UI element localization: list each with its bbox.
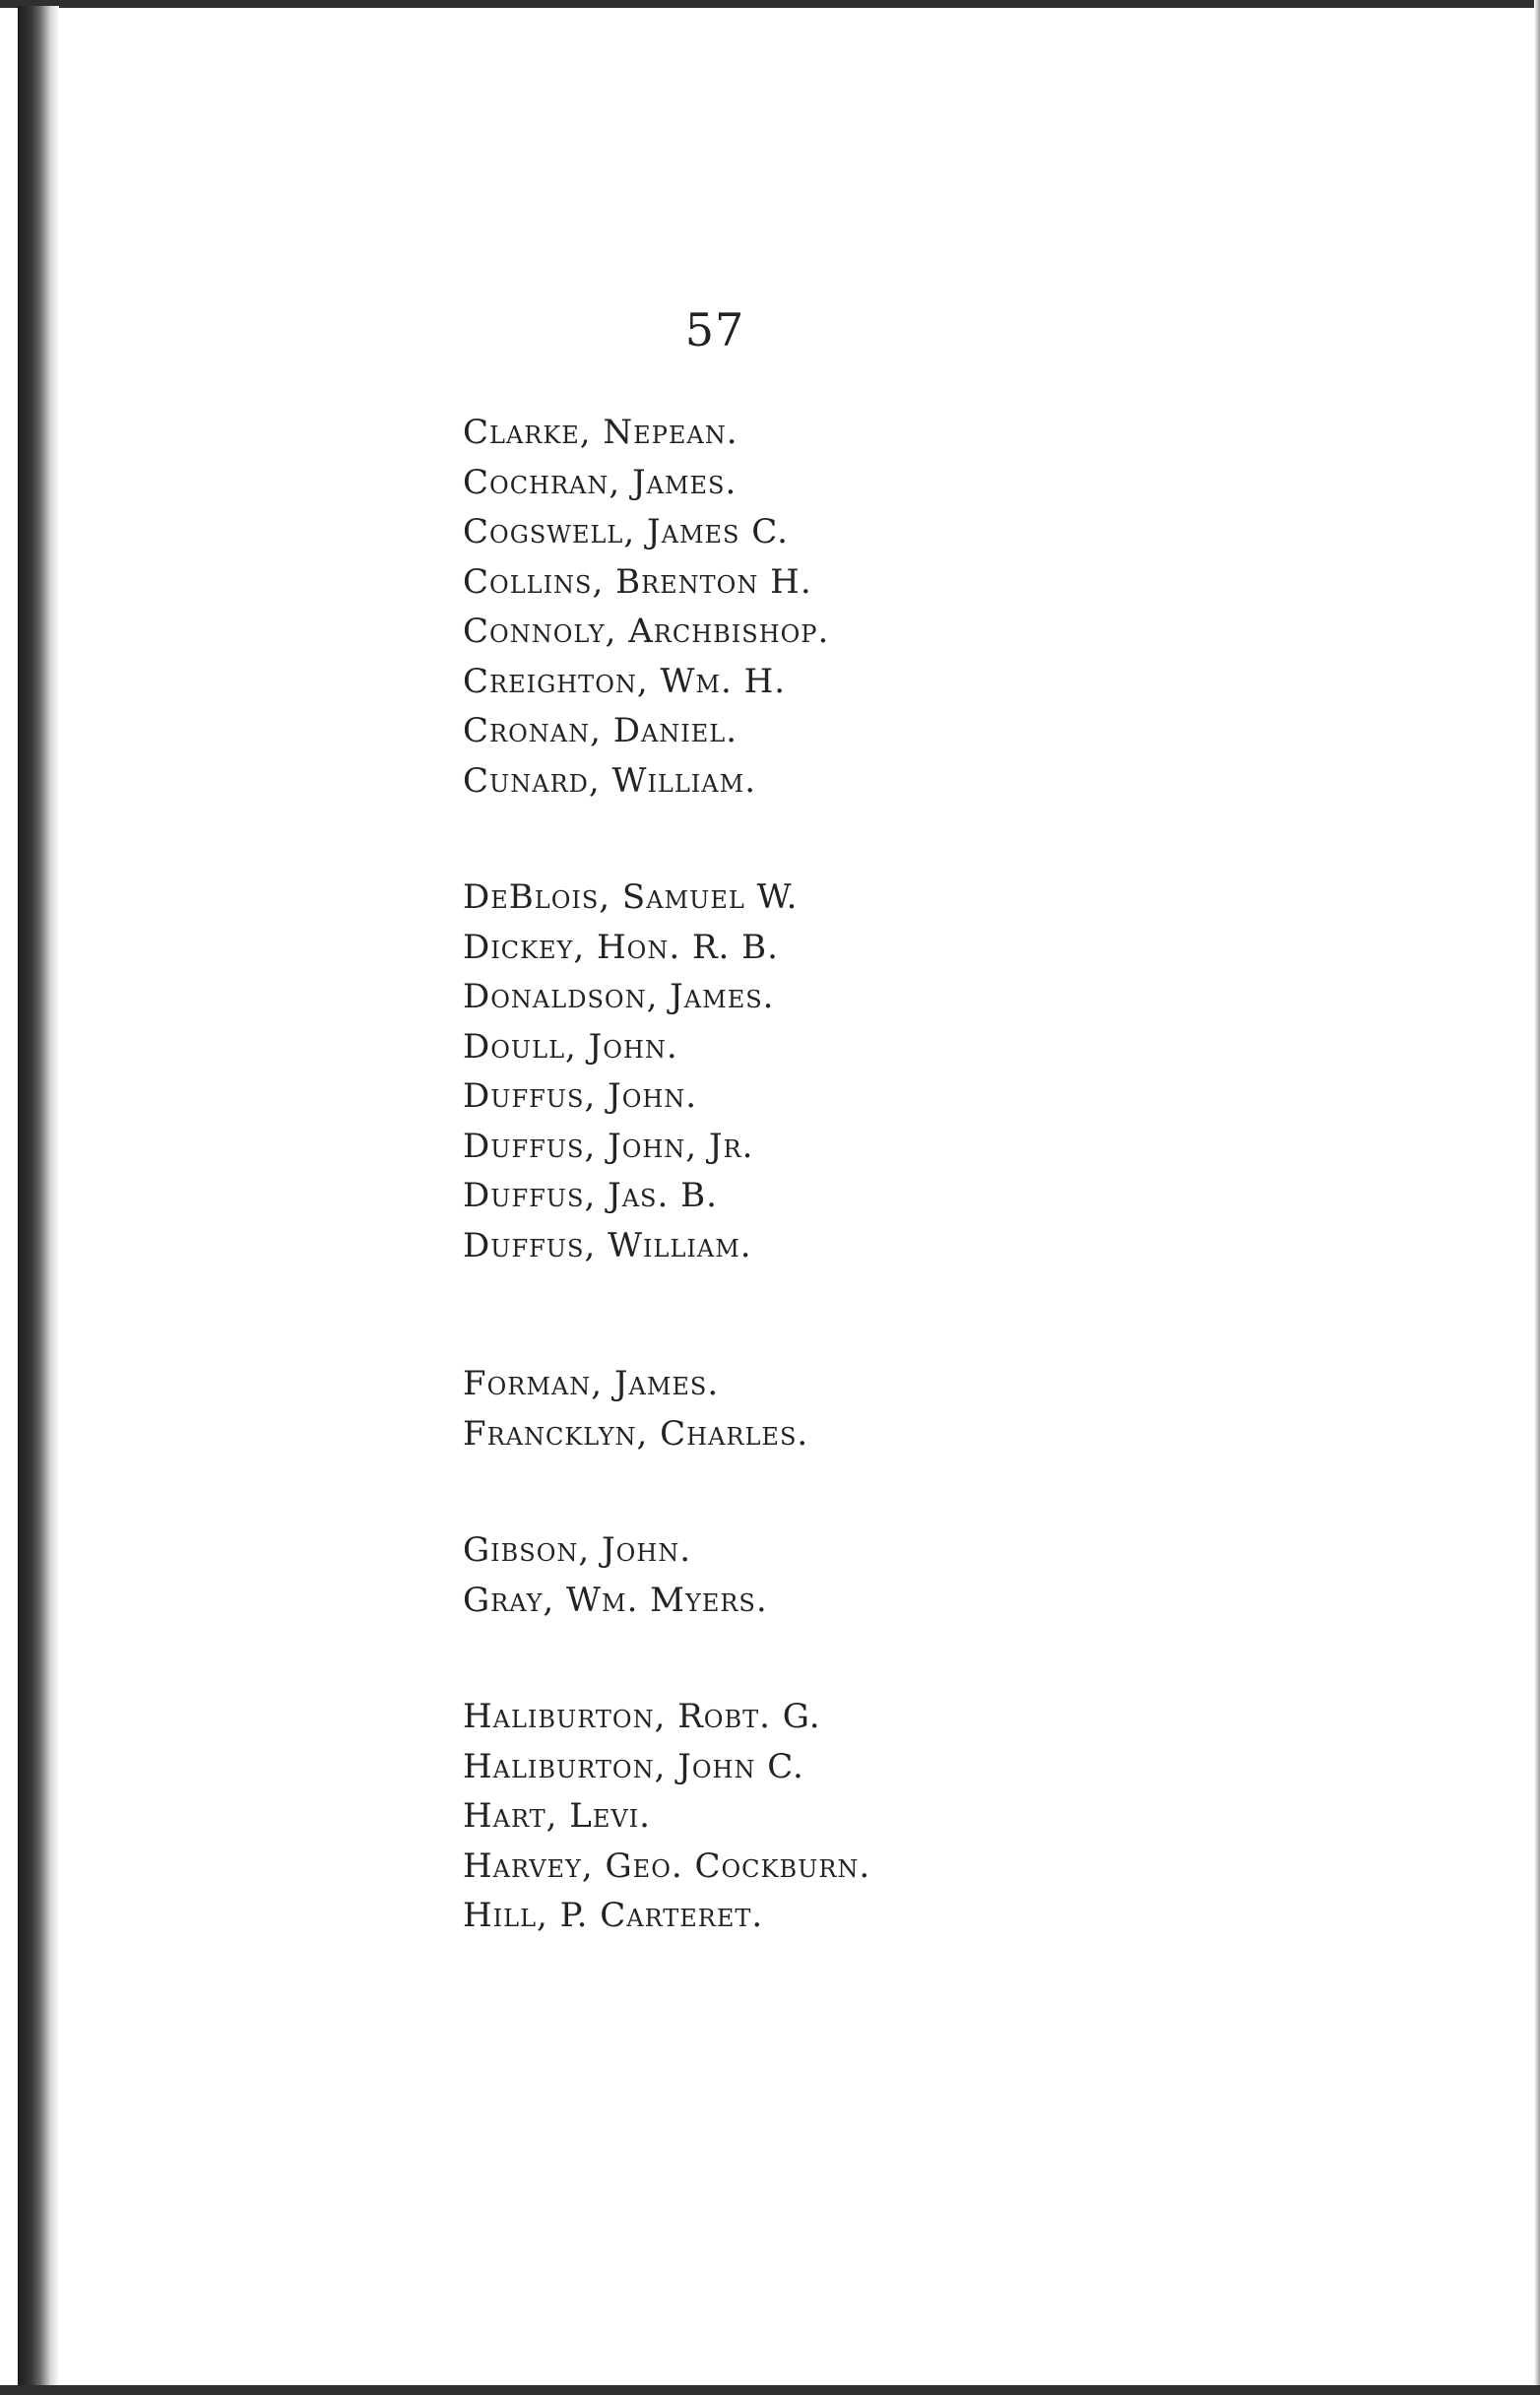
scan-bottom-edge [0,2385,1540,2395]
list-item: Haliburton, John C. [463,1746,804,1786]
scan-top-edge [0,0,1540,8]
list-item: Gray, Wm. Myers. [463,1580,768,1620]
list-item: Donaldson, James. [463,977,775,1016]
name-group-c [463,408,1349,806]
name-group-f [463,1359,1349,1458]
list-item: Harvey, Geo. Cockburn. [463,1845,871,1886]
name-group-g [463,1525,1349,1625]
list-item: DeBlois, Samuel W. [463,877,799,917]
list-item: Hart, Levi. [463,1796,651,1836]
list-item: Haliburton, Robt. G. [463,1697,821,1736]
list-item: Connoly, Archbishop. [463,612,830,651]
list-item: Forman, James. [463,1364,720,1403]
scan-right-edge [1534,0,1540,2395]
list-item: Collins, Brenton H. [463,561,812,602]
list-item: Cronan, Daniel. [463,711,738,750]
list-item: Cochran, James. [463,462,738,502]
list-item: Duffus, John, Jr. [463,1126,754,1166]
list-item: Cunard, William. [463,760,756,801]
page-number: 57 [684,303,745,356]
name-group-d [463,873,1349,1270]
list-item: Francklyn, Charles. [463,1413,809,1454]
list-item: Duffus, John. [463,1076,698,1116]
list-item: Hill, P. Carteret. [463,1896,764,1935]
list-item: Creighton, Wm. H. [463,661,787,701]
list-item: Cogswell, James C. [463,512,789,551]
list-item: Dickey, Hon. R. B. [463,927,779,967]
list-item: Duffus, William. [463,1225,752,1265]
name-group-h [463,1692,1349,1941]
name-list [463,408,1349,1941]
list-item: Gibson, John. [463,1530,692,1570]
list-item: Doull, John. [463,1026,678,1067]
list-item: Duffus, Jas. B. [463,1176,718,1215]
book-binding-edge [18,6,59,2387]
list-item: Clarke, Nepean. [463,413,738,452]
